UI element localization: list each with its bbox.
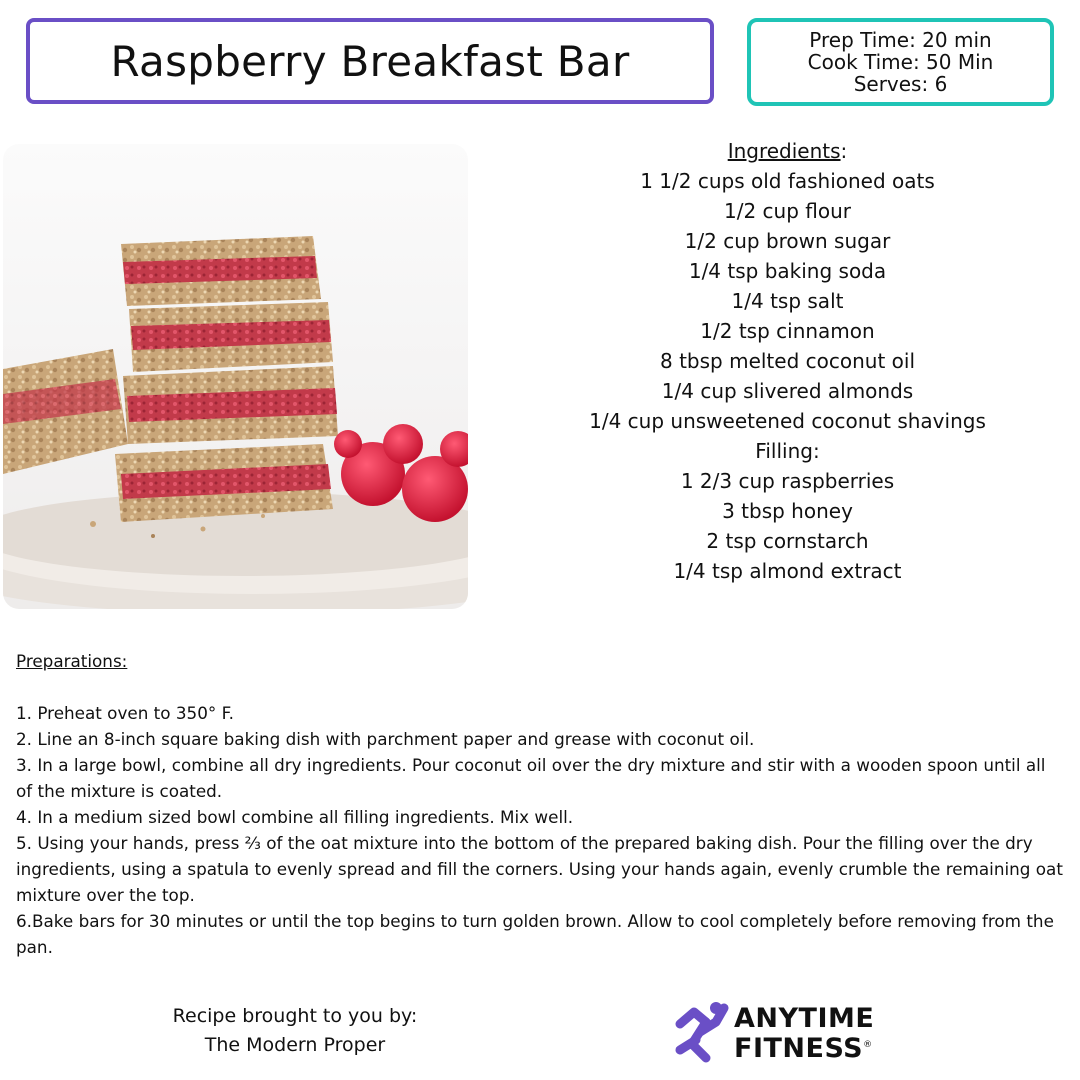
- preparation-step: 6.Bake bars for 30 minutes or until the top begins to turn golden brown. Allow to cool completely before removing from the pan.: [16, 911, 1054, 957]
- ingredients-section: [520, 136, 1055, 586]
- logo-wordmark: [734, 1003, 875, 1064]
- registered-mark: ®: [863, 1040, 873, 1050]
- time-info-box: [747, 18, 1054, 106]
- ingredients-heading-line: Ingredients:: [727, 139, 848, 163]
- filling-item: 1 2/3 cup raspberries: [680, 469, 895, 493]
- preparation-step: 3. In a large bowl, combine all dry ingredients. Pour coconut oil over the dry mixture and stir with a wooden spoon until all of the mixture is coated.: [16, 755, 1046, 801]
- credit-line: Recipe brought to you by:: [172, 1005, 418, 1027]
- raspberry-bars-image: [3, 144, 468, 609]
- ingredient-item: 1/4 cup unsweetened coconut shavings: [589, 409, 986, 433]
- preparations-section: [16, 648, 1066, 960]
- filling-heading: Filling:: [755, 439, 820, 463]
- cook-time: Cook Time: 50 Min: [807, 50, 994, 74]
- logo-line-1: ANYTIME: [734, 1003, 875, 1034]
- title-box: [26, 18, 714, 104]
- preparation-step: 4. In a medium sized bowl combine all filling ingredients. Mix well.: [16, 807, 574, 827]
- preparation-step: 1. Preheat oven to 350° F.: [16, 703, 234, 723]
- serves: Serves: 6: [853, 72, 948, 96]
- credit-source: The Modern Proper: [204, 1034, 386, 1056]
- preparations-heading: Preparations:: [16, 651, 128, 671]
- preparation-step: 2. Line an 8-inch square baking dish with parchment paper and grease with coconut oil.: [16, 729, 755, 749]
- ingredient-item: 1/4 tsp baking soda: [688, 259, 887, 283]
- ingredients-heading: Ingredients: [727, 139, 841, 163]
- filling-item: 2 tsp cornstarch: [706, 529, 869, 553]
- ingredient-item: 8 tbsp melted coconut oil: [660, 349, 915, 373]
- recipe-credit: [110, 1002, 480, 1060]
- ingredient-item: 1/2 cup flour: [723, 199, 851, 223]
- recipe-photo: [3, 144, 468, 609]
- running-man-icon: [672, 1000, 732, 1066]
- filling-item: 3 tbsp honey: [722, 499, 853, 523]
- prep-time: Prep Time: 20 min: [809, 28, 992, 52]
- ingredient-item: 1/2 cup brown sugar: [684, 229, 891, 253]
- ingredient-item: 1/4 tsp salt: [731, 289, 844, 313]
- filling-item: 1/4 tsp almond extract: [673, 559, 902, 583]
- ingredient-item: 1/2 tsp cinnamon: [700, 319, 875, 343]
- recipe-title: Raspberry Breakfast Bar: [110, 36, 630, 86]
- logo-line-2: FITNESS®: [734, 1033, 873, 1064]
- ingredient-item: 1 1/2 cups old fashioned oats: [640, 169, 935, 193]
- anytime-fitness-logo: [672, 1000, 912, 1066]
- ingredient-item: 1/4 cup slivered almonds: [661, 379, 914, 403]
- preparation-step: 5. Using your hands, press ⅔ of the oat mixture into the bottom of the prepared baking dish. Pour the filling over the dry ingredients, using a spatula to evenly spread and fill the corners. Using your hands again, evenly crumble the remaining oat mixture over the top.: [16, 833, 1063, 905]
